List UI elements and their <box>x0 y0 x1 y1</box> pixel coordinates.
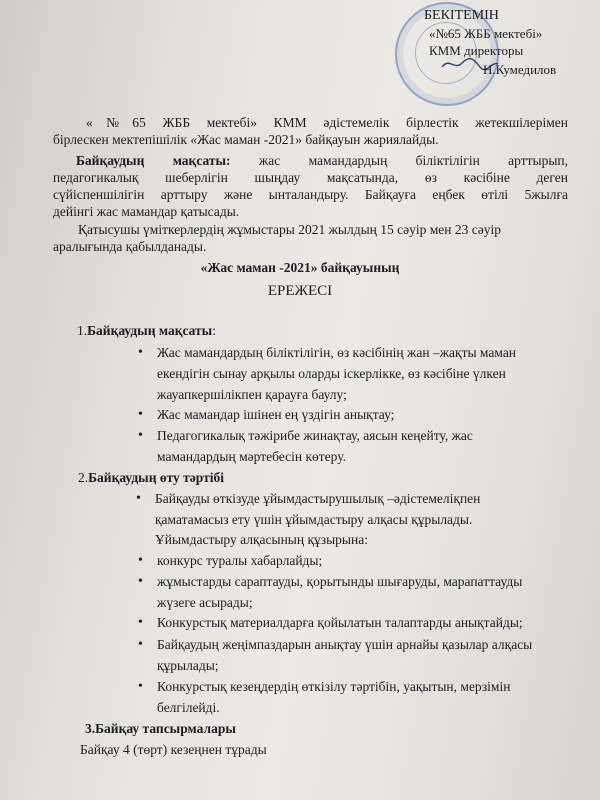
list-item-cont: белгілейді. <box>157 700 220 715</box>
document-title: «Жас маман -2021» байқауының <box>200 260 400 275</box>
approval-director-name: Н.Кумедилов <box>483 62 557 77</box>
list-item: • Байқаудың жеңімпаздарын анықтау үшін арнайы қазылар алқасы <box>157 637 532 653</box>
list-item-cont: екендігін сынау арқылы оларды іскерлікке, өз кәсібіне үлкен <box>157 366 506 381</box>
section-number: 1. <box>77 323 88 338</box>
document-subtitle: ЕРЕЖЕСІ <box>267 283 333 299</box>
accept-line: аралығында қабылданады. <box>53 239 207 254</box>
list-item: • Жас мамандардың біліктілігін, өз кәсібінің жан –жақты маман <box>157 345 516 361</box>
section-number: 2. <box>78 470 89 485</box>
list-item-cont: жауапкершілікпен қарауға баулу; <box>157 387 347 402</box>
list-item-cont: қаматамасыз ету үшін ұйымдастыру алқасы құрылады. <box>155 512 473 527</box>
list-item: • Конкурстық кезеңдердің өткізілу тәртібін, уақытын, мерзімін <box>157 679 510 695</box>
intro-line: «№65 ЖББ мектебі» КММ әдістемелік бірлестік жетекшілерімен <box>86 115 568 130</box>
section-title: Байқаудың өту тәртібі <box>88 470 225 485</box>
goal-line: сүйіспеншілігін арттыру және ынталандыру. Байқауға еңбек өтілі 5жылға <box>53 187 568 202</box>
list-item-cont: құрылады; <box>157 658 219 673</box>
list-item: • Конкурстық материалдарға қойылатын талаптарды анықтайды; <box>157 615 523 631</box>
list-item-cont: мамандардың мәртебесін көтеру. <box>157 449 346 464</box>
list-item: • Жас мамандар ішінен ең үздігін анықтау; <box>157 407 394 423</box>
list-item: • жұмыстарды сараптауды, қорытынды шығаруды, марапаттауды <box>157 574 522 590</box>
section1-heading <box>77 323 216 339</box>
goal-label: Байқаудың мақсаты: <box>76 153 231 168</box>
section3-text: Байқау 4 (төрт) кезеңнен тұрады <box>80 742 267 757</box>
list-item: • Байқауды өткізуде ұйымдастырушылық –әдістемеліқпен <box>155 491 480 507</box>
approval-school: «№65 ЖББ мектебі» <box>429 26 543 41</box>
list-item-cont: жүзеге асырады; <box>157 595 253 610</box>
section3-heading: 3.Байқау тапсырмалары <box>85 721 236 736</box>
goal-text: жас мамандардың біліктілігін арттырып, <box>258 153 568 168</box>
list-item: • конкурс туралы хабарлайды; <box>157 553 322 569</box>
intro-line: бірлескен мектепішілік «Жас маман -2021» байқауын жариялайды. <box>53 132 439 147</box>
accept-line: Қатысушы үміткерлердің жұмыстары 2021 жылдың 15 сәуір мен 23 сәуір <box>78 222 501 237</box>
list-item-cont: Ұйымдастыру алқасының құзырына: <box>155 532 368 547</box>
list-item: • Педагогикалық тәжірибе жинақтау, аясын кеңейту, жас <box>157 428 473 444</box>
section2-heading <box>78 470 224 486</box>
goal-line <box>76 153 568 169</box>
goal-line: дейінгі жас мамандар қатысады. <box>53 204 240 219</box>
approval-position: КММ директоры <box>429 43 524 58</box>
section-title: Байқаудың мақсаты <box>87 323 213 338</box>
goal-line: педагогикалық шеберлігін шыңдау мақсатында, өз кәсібіне деген <box>53 170 568 185</box>
section-colon: : <box>212 323 216 338</box>
approval-title: БЕКІТЕМІН <box>424 8 499 23</box>
